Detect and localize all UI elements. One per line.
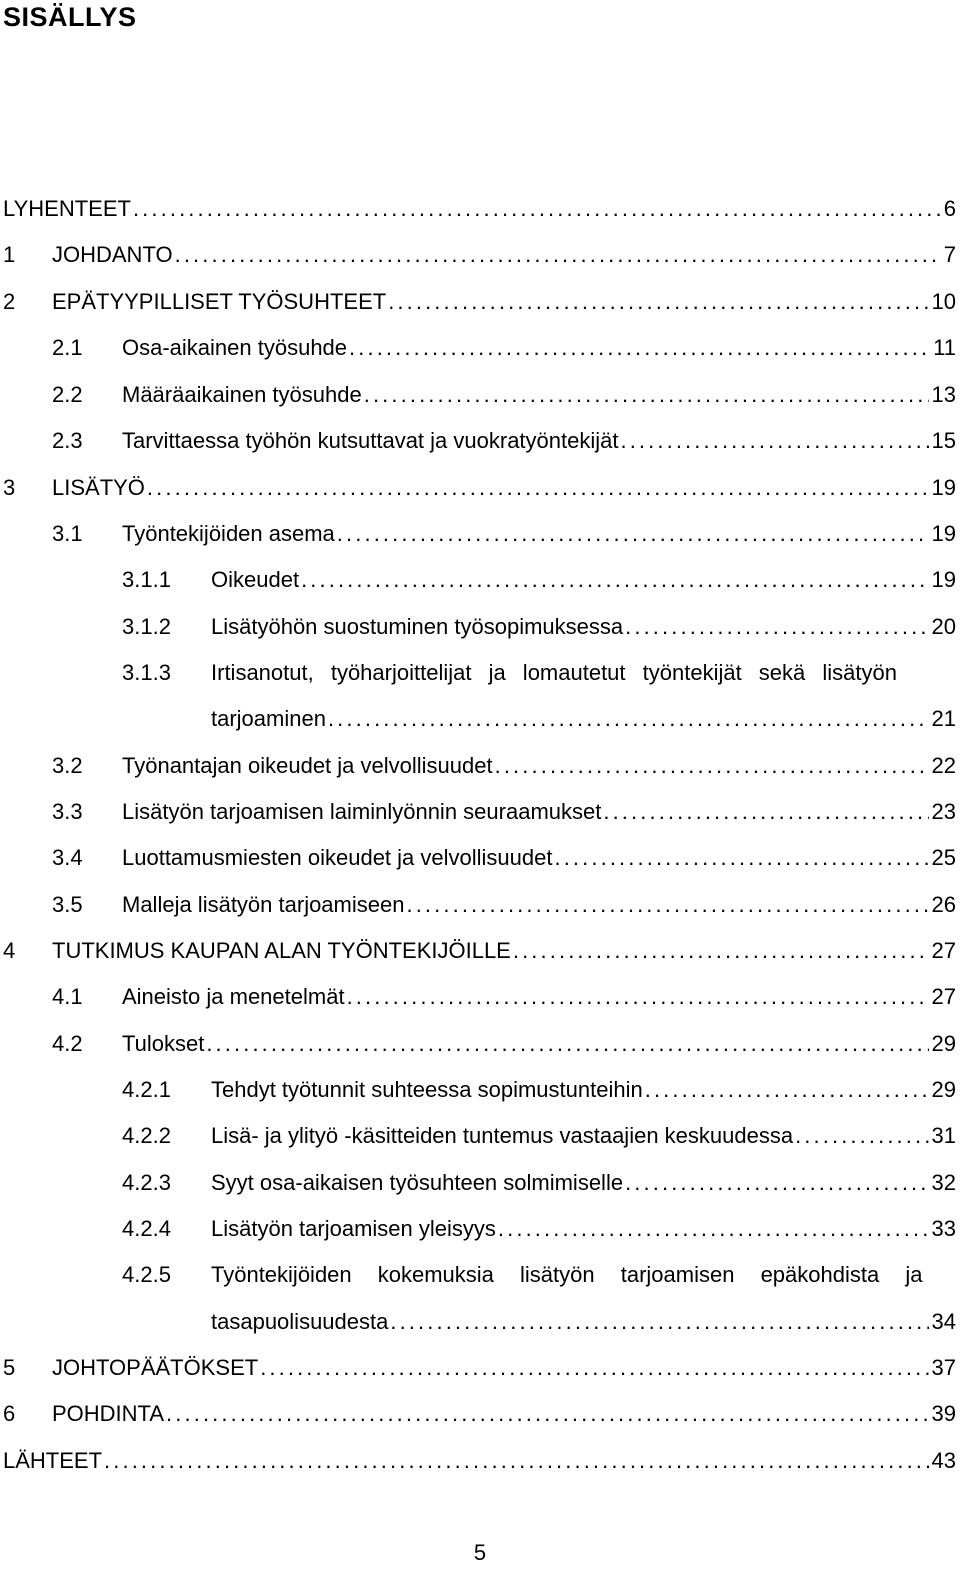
toc-entry-page: 20 [931, 614, 956, 639]
toc-entry[interactable] [0, 518, 960, 550]
toc-entry[interactable] [0, 1120, 960, 1152]
toc-entry-title: Aineisto ja menetelmät [122, 984, 345, 1009]
toc-entry-title: TUTKIMUS KAUPAN ALAN TYÖNTEKIJÖILLE [52, 938, 511, 963]
dot-leader [554, 842, 928, 874]
dot-leader [301, 564, 928, 596]
toc-entry-page: 27 [931, 984, 956, 1009]
toc-entry-page: 7 [943, 242, 956, 267]
toc-entry-number: 4.1 [52, 984, 83, 1009]
toc-entry-title: Työnantajan oikeudet ja velvollisuudet [122, 753, 493, 778]
toc-entry-page: 39 [931, 1401, 956, 1426]
toc-entry-number: 4.2.5 [122, 1262, 171, 1287]
toc-entry[interactable] [0, 1445, 960, 1477]
toc-entry[interactable] [0, 193, 960, 225]
toc-entry-page: 34 [931, 1309, 956, 1334]
toc-entry-page: 32 [931, 1170, 956, 1195]
toc-entry-number: 3.1.2 [122, 614, 171, 639]
toc-entry-title: Oikeudet [211, 567, 300, 592]
toc-entry-title: Tarvittaessa työhön kutsuttavat ja vuokratyöntekijät [122, 428, 619, 453]
dot-leader [147, 472, 929, 504]
toc-entry[interactable] [0, 1398, 960, 1430]
dot-leader [390, 1306, 928, 1338]
dot-leader [406, 889, 928, 921]
toc-entry-number: 2.1 [52, 335, 83, 360]
dot-leader [513, 935, 929, 967]
toc-entry-number: 4.2 [52, 1031, 83, 1056]
toc-entry-page: 37 [931, 1355, 956, 1380]
toc-entry-page: 43 [931, 1448, 956, 1473]
dot-leader [625, 611, 928, 643]
toc-entry-continuation[interactable] [0, 1306, 960, 1338]
toc-entry-title: EPÄTYYPILLISET TYÖSUHTEET [52, 289, 387, 314]
toc-entry-number: 3.1.1 [122, 567, 171, 592]
toc-entry[interactable] [0, 1167, 960, 1199]
toc-entry[interactable] [0, 1259, 960, 1291]
toc-entry[interactable] [0, 239, 960, 271]
dot-leader [133, 193, 941, 225]
dot-leader [620, 425, 928, 457]
toc-entry-number: 2.2 [52, 382, 83, 407]
dot-leader [625, 1167, 928, 1199]
toc-entry-title: Lisätyön tarjoamisen laiminlyönnin seuraamukset [122, 799, 602, 824]
toc-entry-title: Työntekijöiden asema [122, 521, 335, 546]
dot-leader [645, 1074, 929, 1106]
dot-leader [495, 750, 929, 782]
dot-leader [364, 379, 929, 411]
toc-entry-title: POHDINTA [52, 1401, 165, 1426]
toc-entry-number: 4.2.1 [122, 1077, 171, 1102]
toc-entry-page: 23 [931, 799, 956, 824]
toc-entry-title: LISÄTYÖ [52, 475, 145, 500]
toc-entry-number: 3.4 [52, 845, 83, 870]
toc-entry-number: 4.2.4 [122, 1216, 171, 1241]
toc-entry-number: 5 [3, 1355, 16, 1380]
toc-entry-number: 3.2 [52, 753, 83, 778]
toc-entry-title: Määräaikainen työsuhde [122, 382, 362, 407]
toc-entry-title: Tehdyt työtunnit suhteessa sopimustunteihin [211, 1077, 643, 1102]
toc-entry-page: 19 [931, 567, 956, 592]
dot-leader [206, 1028, 928, 1060]
toc-entry-title: JOHTOPÄÄTÖKSET [52, 1355, 259, 1380]
toc-entry[interactable] [0, 286, 960, 318]
toc-entry-title: Syyt osa-aikaisen työsuhteen solmimiselle [211, 1170, 624, 1195]
toc-entry[interactable] [0, 796, 960, 828]
toc-entry-number: 2.3 [52, 428, 83, 453]
dot-leader [388, 286, 928, 318]
dot-leader [603, 796, 928, 828]
toc-entry[interactable] [0, 657, 960, 689]
toc-entry-title: Lisä- ja ylityö -käsitteiden tuntemus vastaajien keskuudessa [211, 1123, 794, 1148]
toc-entry-page: 13 [931, 382, 956, 407]
toc-entry-title: Lisätyön tarjoamisen yleisyys [211, 1216, 496, 1241]
toc-entry-title-line1 [211, 1259, 923, 1291]
toc-entry-number: 3.3 [52, 799, 83, 824]
toc-entry[interactable] [0, 564, 960, 596]
page-number: 5 [473, 1540, 487, 1565]
dot-leader [337, 518, 929, 550]
toc-entry-page: 6 [943, 196, 956, 221]
toc-entry[interactable] [0, 981, 960, 1013]
dot-leader [347, 981, 929, 1013]
toc-entry-number: 3 [3, 475, 16, 500]
toc-entry-title: Malleja lisätyön tarjoamiseen [122, 892, 405, 917]
dot-leader [260, 1352, 928, 1384]
toc-entry-number: 6 [3, 1401, 16, 1426]
toc-entry-page: 11 [933, 335, 956, 360]
toc-entry[interactable] [0, 472, 960, 504]
toc-entry-continuation[interactable] [0, 703, 960, 735]
toc-entry-title: tasapuolisuudesta [211, 1309, 389, 1334]
toc-entry[interactable] [0, 1074, 960, 1106]
toc-entry[interactable] [0, 332, 960, 364]
toc-entry-title-line1 [211, 657, 923, 689]
toc-entry-number: 3.1.3 [122, 660, 171, 685]
toc-entry-number: 2 [3, 289, 16, 314]
toc-entry-title: tarjoaminen [211, 706, 326, 731]
dot-leader [349, 332, 930, 364]
toc-entry[interactable] [0, 1213, 960, 1245]
toc-entry-number: 3.1 [52, 521, 83, 546]
toc-entry-page: 21 [931, 706, 956, 731]
toc-entry-title: Luottamusmiesten oikeudet ja velvollisuudet [122, 845, 553, 870]
dot-leader [795, 1120, 928, 1152]
toc-entry-page: 26 [931, 892, 956, 917]
toc-entry-number: 4.2.2 [122, 1123, 171, 1148]
toc-entry-page: 31 [931, 1123, 956, 1148]
toc-entry[interactable] [0, 935, 960, 967]
toc-entry-page: 10 [931, 289, 956, 314]
toc-entry-page: 29 [931, 1077, 956, 1102]
toc-entry-title: JOHDANTO [52, 242, 173, 267]
dot-leader [104, 1445, 928, 1477]
toc-entry[interactable] [0, 889, 960, 921]
toc-entry-page: 19 [931, 521, 956, 546]
toc-entry-title: LYHENTEET [3, 196, 131, 221]
page-title: SISÄLLYS [3, 2, 137, 32]
toc-entry-number: 1 [3, 242, 16, 267]
toc-entry-page: 29 [931, 1031, 956, 1056]
toc-entry-title-text: Irtisanotut, työharjoittelijat ja lomautetut työntekijät sekä lisätyön [211, 660, 897, 685]
toc-entry-number: 4 [3, 938, 16, 963]
dot-leader [498, 1213, 929, 1245]
toc-entry[interactable] [0, 842, 960, 874]
toc-entry-page: 22 [931, 753, 956, 778]
toc-entry-title: Osa-aikainen työsuhde [122, 335, 348, 360]
toc-entry-title-text: Työntekijöiden kokemuksia lisätyön tarjoamisen epäkohdista ja [211, 1262, 923, 1287]
toc-entry-number: 4.2.3 [122, 1170, 171, 1195]
dot-leader [175, 239, 941, 271]
dot-leader [328, 703, 929, 735]
toc-entry[interactable] [0, 1028, 960, 1060]
toc-entry[interactable] [0, 1352, 960, 1384]
toc-entry[interactable] [0, 611, 960, 643]
toc-entry[interactable] [0, 425, 960, 457]
toc-entry[interactable] [0, 379, 960, 411]
toc-entry-page: 33 [931, 1216, 956, 1241]
toc-entry-title: Lisätyöhön suostuminen työsopimuksessa [211, 614, 624, 639]
toc-entry-page: 19 [931, 475, 956, 500]
toc-entry-page: 25 [931, 845, 956, 870]
toc-entry[interactable] [0, 750, 960, 782]
toc-entry-title: Tulokset [122, 1031, 205, 1056]
toc-entry-title: LÄHTEET [3, 1448, 103, 1473]
toc-entry-page: 27 [931, 938, 956, 963]
dot-leader [166, 1398, 928, 1430]
toc-entry-number: 3.5 [52, 892, 83, 917]
toc-entry-page: 15 [931, 428, 956, 453]
